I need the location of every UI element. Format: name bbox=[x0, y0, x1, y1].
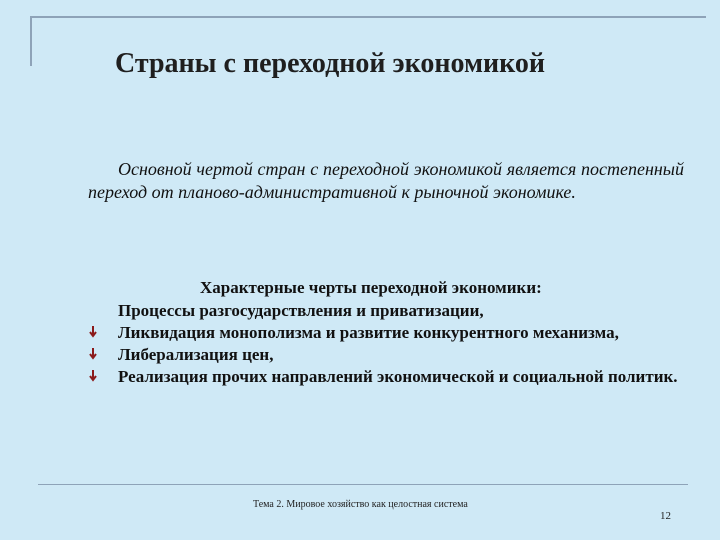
frame-top-line bbox=[30, 16, 706, 18]
footer-divider bbox=[38, 484, 688, 485]
list-item bbox=[88, 366, 684, 388]
list-item bbox=[88, 344, 684, 366]
slide-title: Страны с переходной экономикой bbox=[115, 48, 546, 79]
list-item-text: Либерализация цен, bbox=[118, 345, 274, 364]
slide-number: 12 bbox=[660, 510, 671, 522]
footer-topic: Тема 2. Мировое хозяйство как целостная система bbox=[253, 499, 468, 510]
arrow-down-bullet-icon bbox=[88, 322, 102, 344]
arrow-down-bullet-icon bbox=[88, 366, 102, 388]
section-heading: Характерные черты переходной экономики: bbox=[200, 278, 542, 297]
list-item bbox=[88, 322, 684, 344]
list-item-text: Процессы разгосударствления и приватизации, bbox=[118, 301, 484, 320]
list-item-text: Ликвидация монополизма и развитие конкурентного механизма, bbox=[118, 323, 619, 342]
frame-left-line bbox=[30, 16, 32, 66]
list-item-text: Реализация прочих направлений экономической и социальной политик. bbox=[118, 367, 678, 386]
list-item bbox=[88, 300, 684, 322]
lead-paragraph: Основной чертой стран с переходной экономикой является постепенный переход от планово-административной к рыночной экономике. bbox=[88, 159, 684, 202]
feature-list bbox=[88, 300, 684, 388]
arrow-down-bullet-icon bbox=[88, 344, 102, 366]
